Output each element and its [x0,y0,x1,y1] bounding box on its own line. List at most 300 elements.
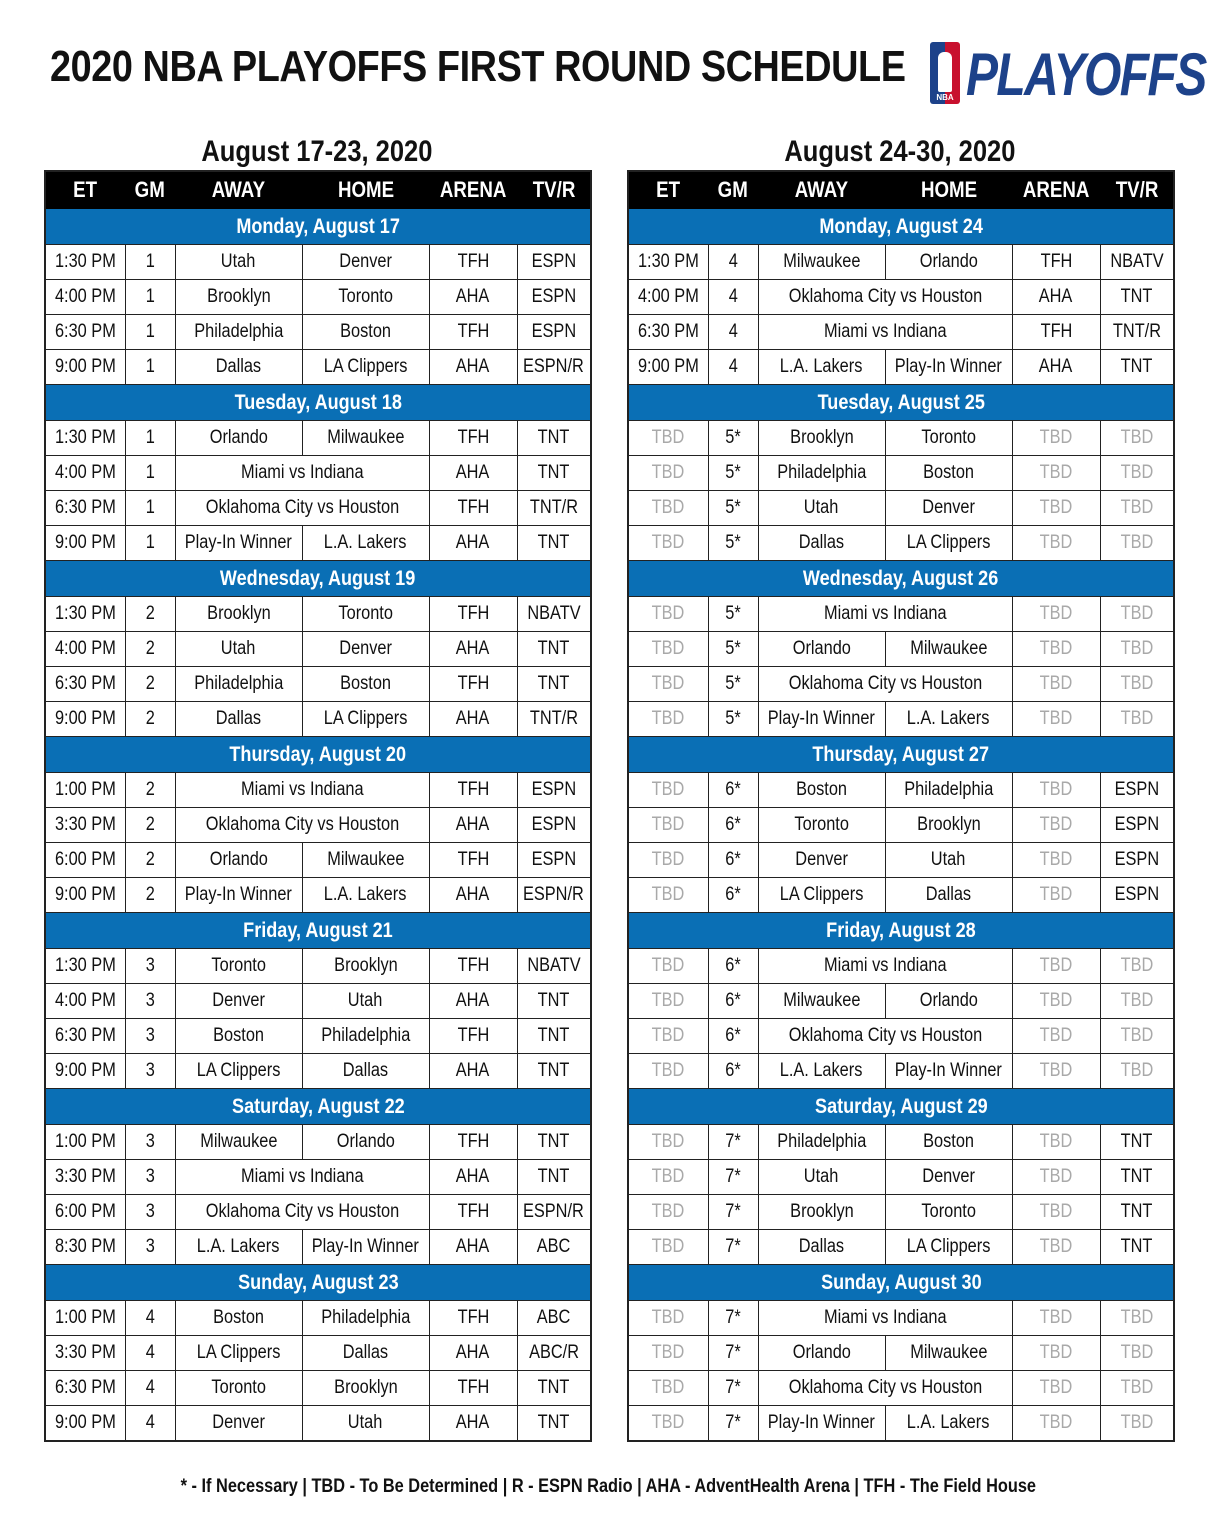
away-team: LA Clippers [175,1336,302,1371]
game-tv: TNT [517,526,591,561]
game-time: 1:30 PM [45,597,125,632]
day-header-row [45,737,591,773]
away-team: L.A. Lakers [758,350,885,385]
game-tv: TBD [1100,632,1174,667]
column-header-et: ET [628,171,708,209]
home-team: L.A. Lakers [885,1406,1012,1442]
column-header-tvr: TV/R [517,171,591,209]
day-label: Sunday, August 30 [628,1265,1174,1301]
column-header-home: HOME [885,171,1012,209]
game-matchup: Miami vs Indiana [758,1301,1012,1336]
game-tv: TBD [1100,1054,1174,1089]
away-team: Toronto [758,808,885,843]
game-arena: TBD [1012,1336,1100,1371]
game-arena: TFH [429,1195,517,1230]
game-row [628,702,1174,737]
game-time: 6:30 PM [628,315,708,350]
column-header-tvr: TV/R [1100,171,1174,209]
game-number: 1 [125,350,175,385]
home-team: Denver [885,1160,1012,1195]
home-team: Boston [302,667,429,702]
game-tv: TBD [1100,1371,1174,1406]
game-row [628,1195,1174,1230]
game-matchup: Miami vs Indiana [175,773,429,808]
column-header-gm: GM [125,171,175,209]
game-row [45,949,591,984]
game-time: TBD [628,1371,708,1406]
away-team: Philadelphia [758,456,885,491]
game-time: 1:00 PM [45,1301,125,1336]
game-row [45,843,591,878]
game-time: TBD [628,702,708,737]
game-number: 7* [708,1336,758,1371]
game-arena: TBD [1012,1054,1100,1089]
home-team: Orlando [885,245,1012,280]
game-row [45,421,591,456]
game-arena: TBD [1012,984,1100,1019]
game-number: 3 [125,1195,175,1230]
day-header-row [45,1265,591,1301]
game-time: TBD [628,1160,708,1195]
away-team: Milwaukee [758,984,885,1019]
game-arena: AHA [429,526,517,561]
day-header-row [628,561,1174,597]
game-row [628,315,1174,350]
day-label: Tuesday, August 18 [45,385,591,421]
game-arena: TBD [1012,949,1100,984]
game-time: TBD [628,667,708,702]
game-time: 6:00 PM [45,1195,125,1230]
day-header-row [628,209,1174,245]
game-number: 2 [125,808,175,843]
game-row [45,984,591,1019]
game-number: 1 [125,526,175,561]
day-label: Friday, August 28 [628,913,1174,949]
game-row [628,632,1174,667]
playoffs-wordmark: PLAYOFFS [966,41,1206,108]
game-row [45,280,591,315]
game-arena: TFH [429,1019,517,1054]
game-number: 4 [125,1371,175,1406]
game-arena: AHA [1012,280,1100,315]
game-tv: ESPN [517,843,591,878]
game-time: TBD [628,1125,708,1160]
game-matchup: Oklahoma City vs Houston [175,1195,429,1230]
game-time: 4:00 PM [45,632,125,667]
game-tv: NBATV [517,949,591,984]
game-number: 6* [708,1054,758,1089]
game-time: TBD [628,1301,708,1336]
game-row [45,1230,591,1265]
game-number: 3 [125,949,175,984]
game-row [45,491,591,526]
game-time: TBD [628,984,708,1019]
legend-footer: * - If Necessary | TBD - To Be Determined | R - ESPN Radio | AHA - AdventHealth Arena | TFH - The Field House [180,1476,1037,1497]
away-team: Denver [175,1406,302,1442]
game-number: 3 [125,1125,175,1160]
game-arena: TFH [429,1371,517,1406]
game-tv: NBATV [1100,245,1174,280]
day-header-row [45,561,591,597]
game-number: 6* [708,773,758,808]
game-tv: TBD [1100,949,1174,984]
game-row [628,491,1174,526]
day-header-row [45,385,591,421]
game-row [45,1195,591,1230]
game-number: 1 [125,491,175,526]
game-tv: TNT [517,1406,591,1442]
away-team: Philadelphia [758,1125,885,1160]
game-tv: TNT [517,1371,591,1406]
game-tv: TBD [1100,702,1174,737]
game-number: 7* [708,1160,758,1195]
game-tv: TBD [1100,1019,1174,1054]
game-row [45,1160,591,1195]
home-team: Philadelphia [885,773,1012,808]
away-team: Milwaukee [758,245,885,280]
day-label: Wednesday, August 19 [45,561,591,597]
game-tv: ESPN [1100,878,1174,913]
home-team: Denver [302,245,429,280]
game-row [628,1125,1174,1160]
home-team: Brooklyn [302,949,429,984]
day-label: Wednesday, August 26 [628,561,1174,597]
game-matchup: Miami vs Indiana [175,456,429,491]
game-tv: ESPN/R [517,350,591,385]
home-team: Brooklyn [302,1371,429,1406]
game-matchup: Oklahoma City vs Houston [758,280,1012,315]
game-row [628,1230,1174,1265]
home-team: Philadelphia [302,1301,429,1336]
game-row [628,1019,1174,1054]
game-tv: TNT [517,1160,591,1195]
game-matchup: Oklahoma City vs Houston [175,491,429,526]
game-tv: ESPN [1100,843,1174,878]
game-tv: TNT [517,1019,591,1054]
game-number: 2 [125,597,175,632]
game-arena: TFH [429,1125,517,1160]
game-row [628,878,1174,913]
game-time: 4:00 PM [628,280,708,315]
game-number: 3 [125,1160,175,1195]
game-arena: TFH [429,421,517,456]
game-tv: ESPN/R [517,878,591,913]
game-row [628,526,1174,561]
column-header-row [628,171,1174,209]
game-time: TBD [628,878,708,913]
home-team: Utah [302,984,429,1019]
game-number: 6* [708,1019,758,1054]
game-tv: TNT/R [517,702,591,737]
away-team: Utah [758,491,885,526]
game-arena: TBD [1012,702,1100,737]
game-time: TBD [628,632,708,667]
game-time: 9:00 PM [45,1054,125,1089]
home-team: Utah [302,1406,429,1442]
game-time: 9:00 PM [45,1406,125,1442]
game-row [45,1336,591,1371]
game-tv: ESPN [517,245,591,280]
game-number: 5* [708,526,758,561]
game-arena: TBD [1012,526,1100,561]
game-arena: TFH [1012,315,1100,350]
game-row [628,597,1174,632]
game-tv: ABC/R [517,1336,591,1371]
away-team: Milwaukee [175,1125,302,1160]
away-team: Orlando [758,1336,885,1371]
game-tv: TBD [1100,1336,1174,1371]
game-tv: TBD [1100,491,1174,526]
game-time: 6:00 PM [45,843,125,878]
game-row [45,456,591,491]
game-tv: TNT [1100,1195,1174,1230]
game-row [628,843,1174,878]
game-row [628,1406,1174,1442]
away-team: Dallas [758,1230,885,1265]
home-team: Dallas [302,1336,429,1371]
home-team: LA Clippers [302,702,429,737]
game-number: 4 [708,245,758,280]
game-tv: TBD [1100,1406,1174,1442]
game-row [45,526,591,561]
game-time: 6:30 PM [45,1019,125,1054]
column-header-away: AWAY [175,171,302,209]
home-team: Boston [885,456,1012,491]
game-row [628,1160,1174,1195]
home-team: L.A. Lakers [302,526,429,561]
schedule-table [44,170,592,1442]
game-time: TBD [628,808,708,843]
home-team: Orlando [302,1125,429,1160]
home-team: Denver [302,632,429,667]
home-team: LA Clippers [885,526,1012,561]
game-row [628,350,1174,385]
home-team: Denver [885,491,1012,526]
game-arena: TBD [1012,1160,1100,1195]
game-number: 7* [708,1125,758,1160]
away-team: Boston [175,1019,302,1054]
game-tv: TBD [1100,667,1174,702]
home-team: Play-In Winner [885,350,1012,385]
schedule-table [627,170,1175,1442]
game-tv: TNT [517,456,591,491]
home-team: LA Clippers [302,350,429,385]
game-matchup: Miami vs Indiana [175,1160,429,1195]
day-label: Tuesday, August 25 [628,385,1174,421]
game-tv: ESPN [517,315,591,350]
home-team: Toronto [885,421,1012,456]
away-team: Boston [175,1301,302,1336]
game-arena: TFH [429,245,517,280]
away-team: Dallas [175,702,302,737]
game-arena: AHA [1012,350,1100,385]
game-row [45,808,591,843]
game-row [45,1125,591,1160]
game-tv: TNT/R [1100,315,1174,350]
game-tv: TNT [1100,350,1174,385]
home-team: Philadelphia [302,1019,429,1054]
game-time: TBD [628,1230,708,1265]
game-row [45,773,591,808]
away-team: LA Clippers [758,878,885,913]
week-title: August 17-23, 2020 [201,135,433,168]
game-tv: TBD [1100,597,1174,632]
game-time: TBD [628,456,708,491]
game-tv: ABC [517,1230,591,1265]
game-row [628,808,1174,843]
game-time: 9:00 PM [45,526,125,561]
game-tv: ABC [517,1301,591,1336]
game-number: 4 [125,1406,175,1442]
away-team: Play-In Winner [758,702,885,737]
game-arena: AHA [429,984,517,1019]
day-header-row [628,1265,1174,1301]
game-time: 8:30 PM [45,1230,125,1265]
game-row [45,702,591,737]
game-matchup: Miami vs Indiana [758,597,1012,632]
game-number: 1 [125,456,175,491]
game-arena: TBD [1012,1125,1100,1160]
game-matchup: Oklahoma City vs Houston [758,667,1012,702]
game-number: 7* [708,1406,758,1442]
game-number: 3 [125,1230,175,1265]
game-time: TBD [628,491,708,526]
game-time: 4:00 PM [45,280,125,315]
game-number: 1 [125,245,175,280]
game-number: 1 [125,280,175,315]
game-row [45,1371,591,1406]
away-team: Brooklyn [758,1195,885,1230]
game-row [45,632,591,667]
game-number: 6* [708,984,758,1019]
game-time: TBD [628,1054,708,1089]
home-team: Orlando [885,984,1012,1019]
game-arena: TBD [1012,773,1100,808]
day-label: Saturday, August 22 [45,1089,591,1125]
game-tv: ESPN [517,773,591,808]
game-time: 3:30 PM [45,1160,125,1195]
away-team: Denver [175,984,302,1019]
away-team: Dallas [758,526,885,561]
home-team: Toronto [302,597,429,632]
away-team: Boston [758,773,885,808]
game-time: TBD [628,526,708,561]
game-matchup: Oklahoma City vs Houston [758,1371,1012,1406]
game-row [45,597,591,632]
week-schedule-1 [44,134,590,1442]
day-header-row [45,1089,591,1125]
game-number: 6* [708,808,758,843]
game-arena: AHA [429,878,517,913]
game-tv: TBD [1100,984,1174,1019]
game-number: 2 [125,878,175,913]
game-arena: TFH [429,1301,517,1336]
game-arena: TFH [1012,245,1100,280]
game-number: 4 [708,315,758,350]
away-team: LA Clippers [175,1054,302,1089]
game-time: 3:30 PM [45,1336,125,1371]
game-arena: TBD [1012,1371,1100,1406]
game-number: 5* [708,456,758,491]
game-arena: AHA [429,1406,517,1442]
game-number: 6* [708,878,758,913]
game-time: 9:00 PM [45,702,125,737]
game-tv: TNT/R [517,491,591,526]
game-time: TBD [628,1336,708,1371]
game-row [628,456,1174,491]
game-number: 6* [708,949,758,984]
game-arena: TFH [429,491,517,526]
game-row [45,1019,591,1054]
column-header-home: HOME [302,171,429,209]
game-tv: TBD [1100,526,1174,561]
game-time: 1:30 PM [45,949,125,984]
game-tv: TBD [1100,1301,1174,1336]
game-arena: TBD [1012,491,1100,526]
day-label: Thursday, August 20 [45,737,591,773]
nba-playoffs-logo [926,40,1206,108]
game-row [628,1054,1174,1089]
game-arena: TFH [429,949,517,984]
game-tv: TNT [517,421,591,456]
game-arena: AHA [429,1160,517,1195]
away-team: Orlando [758,632,885,667]
away-team: Play-In Winner [175,878,302,913]
game-number: 1 [125,315,175,350]
game-matchup: Miami vs Indiana [758,315,1012,350]
home-team: Boston [302,315,429,350]
game-row [628,667,1174,702]
game-time: 4:00 PM [45,984,125,1019]
game-arena: TBD [1012,421,1100,456]
page-title: 2020 NBA PLAYOFFS FIRST ROUND SCHEDULE [50,42,906,91]
game-arena: TBD [1012,1406,1100,1442]
game-number: 5* [708,632,758,667]
game-tv: TNT [1100,280,1174,315]
away-team: Orlando [175,843,302,878]
game-row [628,245,1174,280]
game-arena: AHA [429,1230,517,1265]
game-number: 4 [708,350,758,385]
game-tv: TNT [517,984,591,1019]
game-arena: TBD [1012,843,1100,878]
game-tv: TNT [1100,1125,1174,1160]
game-row [628,280,1174,315]
away-team: Orlando [175,421,302,456]
game-arena: TBD [1012,632,1100,667]
game-number: 2 [125,773,175,808]
game-time: 6:30 PM [45,667,125,702]
game-number: 6* [708,843,758,878]
home-team: Dallas [885,878,1012,913]
away-team: Utah [175,632,302,667]
home-team: Utah [885,843,1012,878]
game-row [628,984,1174,1019]
away-team: Philadelphia [175,315,302,350]
game-time: TBD [628,1406,708,1442]
game-tv: TNT [517,667,591,702]
away-team: Utah [175,245,302,280]
game-arena: AHA [429,456,517,491]
game-time: 1:30 PM [45,245,125,280]
game-time: 1:30 PM [45,421,125,456]
game-row [628,773,1174,808]
week-title: August 24-30, 2020 [784,135,1016,168]
game-time: TBD [628,1195,708,1230]
game-number: 7* [708,1195,758,1230]
game-number: 3 [125,984,175,1019]
game-arena: TBD [1012,597,1100,632]
